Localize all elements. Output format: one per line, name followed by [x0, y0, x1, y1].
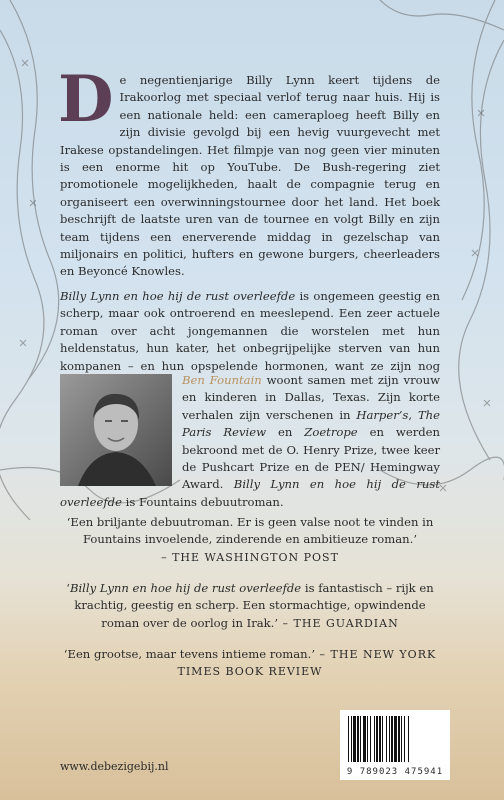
author-bio-part: is Fountains debuutroman.: [121, 494, 284, 509]
review-quote: [60, 514, 440, 566]
author-photo: [60, 374, 172, 486]
quote-source: – THE NEW YORK TIMES BOOK REVIEW: [177, 648, 437, 679]
review-quote: [60, 646, 440, 681]
publication-harpers: Harper’s: [356, 407, 409, 422]
quote-text: ‘Een briljante debuutroman. Er is geen valse noot te vinden in Fountains invoelende, zinderende en ambitieuze roman.’: [66, 515, 434, 547]
summary-text: is ongemeen geestig en scherp, maar ook ontroerend en meeslepend. Een zeer actuele roman over acht jongemannen die worstelen met hun heldenstatus, hun kater, het onbegrijpelijke sterven van hun kompanen – en hun opspelende hormonen, want ze zijn nog: [60, 289, 440, 373]
quote-source: – THE GUARDIAN: [278, 616, 399, 630]
author-bio-part: woont samen met zijn vrouw en kinderen in Dallas, Texas. Zijn korte verhalen zijn verschenen in: [182, 373, 440, 422]
isbn-barcode: [340, 710, 450, 780]
quote-text: ‘Een grootse, maar tevens intieme roman.’: [63, 647, 316, 661]
barcode-bars: [340, 710, 450, 766]
author-book-title: Billy Lynn en hoe hij de rust overleefde: [60, 477, 440, 509]
publisher-website[interactable]: www.debezigebij.nl: [60, 760, 169, 773]
dropcap-letter: D: [58, 62, 114, 137]
intro-paragraph: [58, 62, 440, 281]
isbn-number: 9 789023 475941: [346, 767, 444, 777]
quote-book-title: Billy Lynn en hoe hij de rust overleefde: [69, 581, 302, 595]
author-name: Ben Fountain: [182, 373, 262, 387]
publication-paris-review: The Paris Review: [182, 407, 440, 440]
review-quote: ‘Billy Lynn en hoe hij de rust overleefde is fantastisch – rijk en krachtig, geestig en scherp. Een stormachtige, opwindende roman over de oorlog in Irak.’ – THE GUARDIAN: [66, 581, 434, 630]
separator: en: [266, 425, 305, 440]
author-bio-part: en werden bekroond met de O. Henry Prize, twee keer de Pushcart Prize en de PEN/ Hemingway Award.: [182, 425, 441, 492]
author-block: [60, 372, 440, 511]
quote-source: – THE WASHINGTON POST: [161, 550, 339, 564]
summary-book-title: Billy Lynn en hoe hij de rust overleefde: [60, 289, 296, 303]
publication-zoetrope: Zoetrope: [304, 425, 358, 440]
separator: ,: [408, 407, 418, 422]
intro-text: e negentienjarige Billy Lynn keert tijdens de Irakoorlog met speciaal verlof terug naar huis. Hij is een nationale held: een cameraploeg heeft Billy en zijn divisie gevolgd bij een hevig vuurgevecht met Irakese opstandelingen. Het filmpje van nog geen vier minuten is een enorme hit op YouTube. De Bush-regering ziet promotionele mogelijkheden, haalt de compagnie terug en organiseert een overwinningstournee door het land. Het boek beschrijft de laatste uren van de tournee en volgt Billy en zijn team tijdens een enerverende middag in gezelschap van miljonairs en politici, hufters en gewone burgers, cheerleaders en Beyoncé Knowles.: [60, 73, 440, 279]
quote-text: is fantastisch – rijk en krachtig, geestig en scherp. Een stormachtige, opwindende roman over de oorlog in Irak.’: [74, 581, 434, 630]
